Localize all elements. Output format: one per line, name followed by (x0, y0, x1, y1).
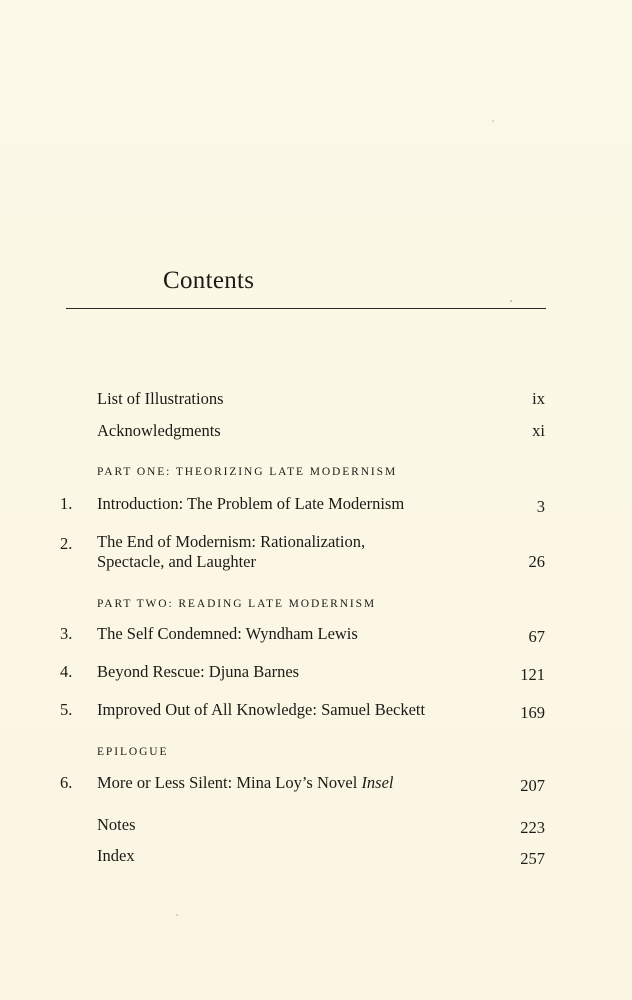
part-heading-two: PART TWO: READING LATE MODERNISM (97, 598, 377, 610)
toc-entry-page: 257 (520, 849, 545, 868)
toc-entry-label: Notes (97, 815, 136, 834)
toc-entry-label: The Self Condemned: Wyndham Lewis (97, 624, 358, 643)
toc-entry-label (97, 532, 365, 572)
toc-entry-page: 121 (520, 665, 545, 684)
toc-entry-label-italic: Insel (361, 773, 394, 792)
chapter-number: 1. (60, 494, 73, 513)
toc-entry-label: Index (97, 846, 135, 865)
paper-speck (176, 914, 178, 916)
toc-entry-page: 169 (520, 703, 545, 722)
page-title: Contents (163, 267, 255, 294)
paper-speck (510, 300, 512, 302)
toc-entry-label: Acknowledgments (97, 421, 221, 440)
paper-speck (492, 120, 494, 122)
chapter-number: 4. (60, 662, 73, 681)
title-rule (66, 308, 546, 309)
toc-entry-page: 67 (528, 627, 545, 646)
chapter-number: 5. (60, 700, 73, 719)
toc-entry-page: 223 (520, 818, 545, 837)
toc-entry-label-line-2: Spectacle, and Laughter (97, 552, 256, 571)
toc-entry-page: 3 (536, 497, 545, 516)
toc-entry-label: Beyond Rescue: Djuna Barnes (97, 662, 300, 681)
toc-entry-label (97, 773, 394, 793)
toc-entry-label: Introduction: The Problem of Late Modernism (97, 494, 405, 513)
part-heading-epilogue: EPILOGUE (97, 746, 169, 758)
toc-entry-label: List of Illustrations (97, 389, 224, 408)
toc-entry-page: 26 (528, 552, 545, 571)
toc-entry-label-text: More or Less Silent: Mina Loy’s Novel (97, 773, 362, 792)
toc-entry-label: Improved Out of All Knowledge: Samuel Beckett (97, 700, 426, 719)
chapter-number: 6. (60, 773, 73, 792)
toc-entry-page: xi (532, 421, 545, 440)
part-heading-one: PART ONE: THEORIZING LATE MODERNISM (97, 466, 398, 478)
chapter-number: 2. (60, 534, 73, 553)
chapter-number: 3. (60, 624, 73, 643)
toc-entry-page: 207 (520, 776, 545, 795)
toc-entry-label-line-1: The End of Modernism: Rationalization, (97, 532, 366, 551)
toc-entry-page: ix (532, 389, 545, 408)
